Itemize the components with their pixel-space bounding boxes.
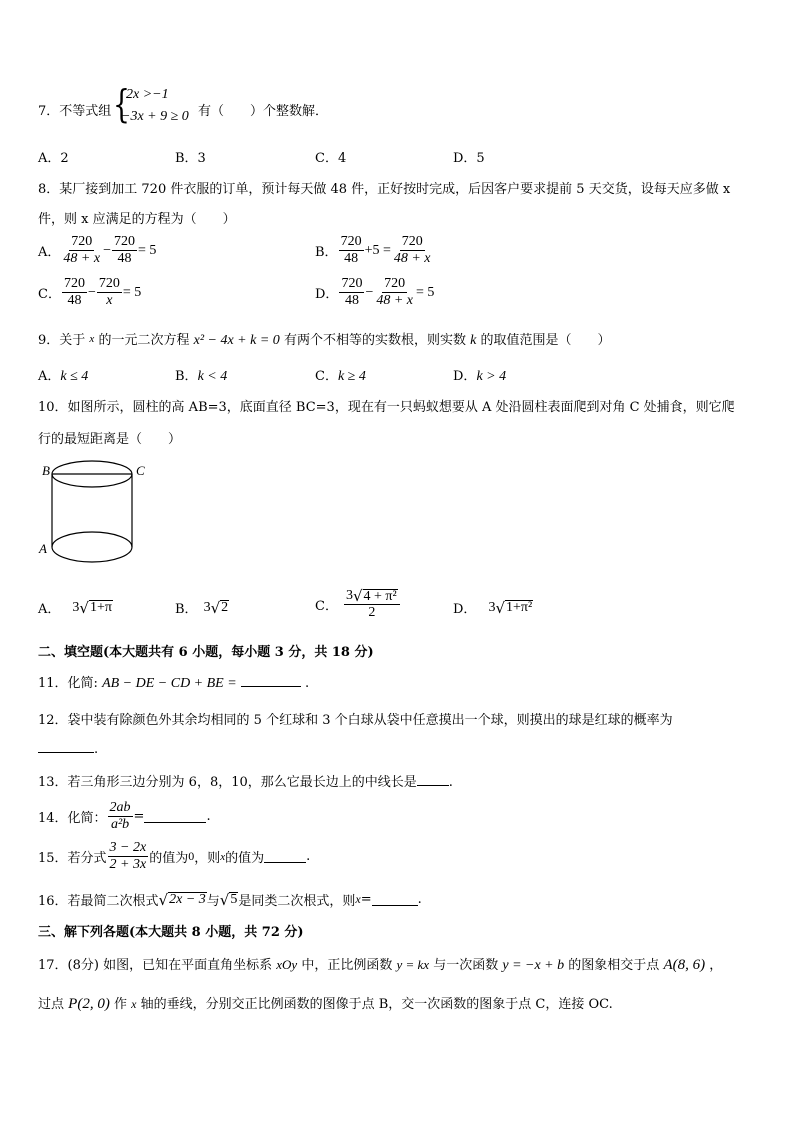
denominator: 48 [344, 251, 359, 266]
q15-x: x [220, 850, 226, 863]
fraction [108, 840, 149, 873]
q10-option-d [453, 598, 533, 617]
brace-icon: { [113, 82, 130, 126]
q17-p5: ， [709, 958, 723, 973]
q13-text: 13．若三角形三边分别为 6，8，10，那么它最长边上的中线长是 [38, 775, 417, 790]
q10-option-c [315, 588, 401, 621]
q11-prefix: 11．化简: [38, 676, 98, 691]
q16-end: . [417, 892, 422, 907]
radicand: 1+π [89, 600, 112, 615]
denominator: a²b [110, 817, 130, 832]
radical-icon: √ [79, 598, 89, 617]
numerator: 720 [384, 276, 406, 291]
q9-mid2: 有两个不相等的实数根，则实数 [283, 333, 466, 348]
q15-prefix: 15．若分式 [38, 851, 107, 866]
radical-icon: √ [219, 890, 230, 909]
q16-x: x [355, 892, 361, 906]
numerator: 720 [63, 276, 85, 291]
numerator: 720 [340, 234, 362, 249]
numerator [344, 588, 400, 605]
q17-line2 [38, 993, 613, 1013]
option-label: C． [315, 599, 338, 614]
q15-end: . [306, 849, 311, 864]
fraction [344, 588, 400, 621]
q16-mid: 与 [206, 894, 220, 909]
radicand: 2x − 3 [169, 892, 206, 907]
q17-p2: 中，正比例函数 [301, 958, 393, 973]
q13-end: . [448, 775, 453, 790]
q17-p4: 的图象相交于点 [568, 958, 660, 973]
cylinder-figure [38, 458, 148, 570]
denominator: 48 + x [63, 251, 101, 266]
radicand: 4 + π² [363, 588, 397, 604]
fraction [339, 234, 364, 267]
label-a: A [39, 541, 47, 556]
q9-mid1: 的一元二次方程 [98, 333, 190, 348]
denominator: 48 + x [393, 251, 431, 266]
q16-prefix: 16．若最简二次根式 [38, 894, 159, 909]
q11-vector-expression: AB − DE − CD + BE = [102, 676, 237, 691]
q17-line1 [38, 954, 722, 974]
label-c: C [136, 463, 145, 478]
coefficient: 3 [345, 588, 353, 603]
q15-mid3: 的值为 [225, 851, 265, 866]
q7-inequality-1: 2x >−1 [126, 87, 169, 102]
radical-icon: √ [210, 598, 221, 617]
q17-x: x [131, 997, 137, 1011]
answer-blank[interactable] [372, 893, 418, 906]
q11 [38, 672, 309, 692]
q14-prefix: 14．化简： [38, 811, 107, 826]
q15 [38, 840, 310, 873]
q9-suffix: 的取值范围是（ ） [480, 333, 611, 348]
section-fill-in-heading: 二、填空题(本大题共有 6 小题，每小题 3 分，共 18 分) [38, 645, 374, 660]
q8-option-d: D． $\frac{720}{48}$ − $\frac{720}{48 + x}$ = 5 [315, 276, 435, 308]
fraction [112, 234, 137, 267]
q17-f1: y = kx [396, 957, 430, 972]
section-solve-heading: 三、解下列各题(本大题共 8 小题，共 72 分) [38, 925, 304, 940]
answer-blank[interactable] [417, 773, 449, 786]
q7-inequality-2: −3x + 9 ≥ 0 [121, 109, 189, 124]
q8-option-b-label: B． [315, 245, 338, 260]
denominator: 48 [117, 251, 132, 266]
q9-option-c: C．k ≥ 4 [315, 369, 366, 384]
q9-option-b: B．k < 4 [175, 369, 228, 384]
q7-stem-prefix: 7．不等式组 [38, 104, 112, 119]
denominator: 2 [368, 605, 376, 620]
q10-line1: 10．如图所示，圆柱的高 AB=3，底面直径 BC=3，现在有一只蚂蚁想要从 A 处沿圆柱表面爬到对角 C 处捕食，则它爬 [38, 400, 735, 415]
answer-blank[interactable] [241, 674, 301, 687]
q13 [38, 771, 453, 790]
numerator: 720 [113, 234, 135, 249]
equals-5: = 5 [416, 284, 435, 300]
q12-line2 [38, 740, 98, 757]
fraction [62, 276, 87, 309]
q12-end: . [94, 742, 99, 757]
q17-line2c: 轴的垂线，分别交正比例函数的图像于点 B，交一次函数的图象于点 C，连接 OC. [140, 997, 613, 1012]
q15-zero: 0 [188, 849, 195, 863]
option-label: A． [38, 602, 61, 617]
fraction [339, 276, 364, 309]
equals-5: = 5 [137, 242, 157, 258]
q17-point-a: A(8, 6) [663, 957, 706, 973]
radicand: 5 [230, 892, 238, 907]
radicand: 2 [221, 600, 229, 615]
q16-equals: = [360, 892, 372, 907]
radical-icon: √ [495, 598, 505, 617]
q17-f2: y = −x + b [502, 958, 565, 973]
q8-option-c: C． $\frac{720}{48}$ − $\frac{720}{x}$ = 5 [38, 276, 142, 308]
q10-option-a [38, 598, 113, 617]
radicand: 1+π² [506, 600, 533, 615]
numerator: 720 [98, 276, 120, 291]
q7-option-d: D．5 [453, 151, 485, 166]
q8-line1: 8．某厂接到加工 720 件衣服的订单，预计每天做 48 件，正好按时完成，后因客户要求提前 5 天交货，设每天应多做 x [38, 182, 731, 197]
q17-line2b: 作 [113, 997, 127, 1012]
q16 [38, 890, 422, 909]
q8-line2: 件，则 x 应满足的方程为（ ） [38, 212, 236, 227]
fraction [374, 276, 415, 309]
label-b: B [42, 463, 50, 478]
fraction [108, 800, 133, 833]
answer-blank[interactable] [264, 850, 306, 863]
numerator: 720 [71, 234, 93, 249]
answer-blank[interactable] [144, 810, 206, 823]
denominator: 48 + x [376, 293, 414, 308]
coefficient: 3 [488, 599, 496, 615]
q15-mid: 的值为 [149, 851, 189, 866]
numerator: 3 − 2x [109, 840, 147, 855]
q10-line2: 行的最短距离是（ ） [38, 432, 182, 447]
radical-icon: √ [158, 890, 169, 909]
denominator: x [106, 293, 113, 308]
denominator: 48 [67, 293, 82, 308]
q10-option-b [175, 598, 229, 617]
coefficient: 3 [203, 599, 211, 615]
plus-5: +5 = [364, 242, 391, 258]
fraction [61, 234, 102, 267]
q9-option-d: D．k > 4 [453, 369, 507, 384]
q9-stem [38, 329, 610, 349]
numerator: 720 [341, 276, 363, 291]
q8-option-d-label: D． [315, 287, 339, 302]
radical-icon: √ [352, 587, 363, 605]
q8-option-b [315, 234, 434, 267]
denominator: 48 [344, 293, 359, 308]
q17-p3: 与一次函数 [433, 958, 499, 973]
q17-xoy: xOy [276, 957, 298, 972]
fraction [392, 234, 433, 267]
equals-5: = 5 [122, 284, 142, 300]
q17-p1: 17．(8分) 如图，已知在平面直角坐标系 [38, 958, 273, 973]
q17-line2a: 过点 [38, 997, 65, 1012]
q7-option-a: A．2 [38, 151, 69, 166]
q17-point-p: P(2, 0) [68, 996, 110, 1012]
q8-option-a-label: A． [38, 245, 61, 260]
q7-option-b: B．3 [175, 151, 206, 166]
option-label: B． [175, 602, 198, 617]
numerator: 720 [401, 234, 423, 249]
q7-option-c: C．4 [315, 151, 347, 166]
q7-stem-suffix: 有（ ）个整数解． [198, 104, 329, 119]
q11-end: . [304, 676, 310, 691]
q9-k: k [470, 333, 477, 348]
numerator: 2ab [109, 800, 131, 815]
q14 [38, 800, 211, 833]
q15-mid2: ，则 [194, 851, 221, 866]
q12-line1: 12．袋中装有除颜色外其余均相同的 5 个红球和 3 个白球从袋中任意摸出一个球，则摸出的球是红球的概率为 [38, 713, 673, 728]
q9-option-a: A．k ≤ 4 [38, 369, 89, 384]
denominator: 2 + 3x [109, 857, 147, 872]
fraction [97, 276, 122, 309]
q9-equation: x² − 4x + k = 0 [193, 333, 280, 348]
option-label: D． [453, 602, 477, 617]
q16-mid2: 是同类二次根式，则 [238, 894, 356, 909]
answer-blank[interactable] [38, 740, 94, 753]
q8-option-c-label: C． [38, 287, 61, 302]
q8-option-a: A． $\frac{720}{48 + x}$ − $\frac{720}{48}$ = 5 [38, 234, 157, 266]
q14-equals: = [133, 809, 145, 824]
coefficient: 3 [72, 599, 80, 615]
q9-prefix: 9．关于 [38, 333, 86, 348]
q14-end: . [206, 809, 211, 824]
q9-var: x [89, 333, 95, 345]
